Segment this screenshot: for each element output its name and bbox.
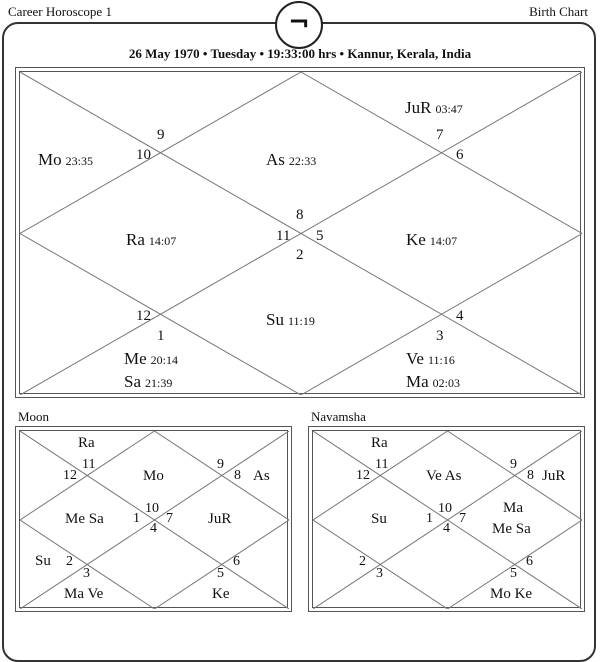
house-number: 12 — [356, 468, 370, 483]
moon-cell-su: Su — [35, 553, 51, 569]
house-number: 10 — [438, 501, 452, 516]
house-number: 11 — [375, 457, 389, 472]
planet-su: Su 11:19 — [266, 310, 315, 329]
house-number: 4 — [456, 308, 464, 324]
house-number: 10 — [136, 147, 151, 163]
house-number: 12 — [136, 308, 151, 324]
navamsha-chart-lines — [313, 431, 582, 609]
house-number: 7 — [459, 511, 466, 526]
logo-glyph: ¬ — [288, 8, 310, 38]
moon-cell-as: As — [253, 468, 270, 484]
moon-cell-mave: Ma Ve — [64, 586, 104, 602]
moon-cell-ra: Ra — [78, 435, 95, 451]
house-number: 12 — [63, 468, 77, 483]
moon-cell-mo: Mo — [143, 468, 164, 484]
page-title: Career Horoscope 1 — [8, 4, 112, 19]
house-number: 2 — [359, 554, 366, 569]
navamsha-cell-moke: Mo Ke — [490, 586, 533, 602]
main-chart — [19, 71, 581, 394]
house-number: 9 — [217, 457, 224, 472]
planet-ve: Ve 11:16 — [406, 349, 455, 368]
house-number: 3 — [436, 328, 444, 344]
house-number: 11 — [82, 457, 96, 472]
navamsha-cell-su: Su — [371, 511, 387, 527]
navamsha-cell-ma: Ma — [503, 500, 523, 516]
navamsha-cell-ra: Ra — [371, 435, 388, 451]
planet-mo: Mo 23:35 — [38, 150, 93, 169]
house-number: 4 — [150, 521, 157, 536]
logo-icon — [275, 1, 323, 49]
main-chart-lines — [20, 72, 582, 395]
house-number: 4 — [443, 521, 450, 536]
planet-sa: Sa 21:39 — [124, 372, 173, 391]
birth-details: 26 May 1970 • Tuesday • 19:33:00 hrs • Kannur, Kerala, India — [128, 46, 472, 61]
house-number: 8 — [527, 468, 534, 483]
moon-cell-mesa: Me Sa — [65, 511, 104, 527]
house-number: 2 — [66, 554, 73, 569]
house-number: 9 — [510, 457, 517, 472]
moon-chart — [19, 430, 288, 608]
house-number: 10 — [145, 501, 159, 516]
house-number: 6 — [526, 554, 533, 569]
house-number: 6 — [233, 554, 240, 569]
planet-jur: JuR 03:47 — [405, 98, 463, 117]
house-number: 1 — [133, 511, 140, 526]
house-number: 5 — [316, 228, 324, 244]
house-number: 5 — [217, 566, 224, 581]
moon-chart-label: Moon — [18, 409, 50, 424]
house-number: 8 — [296, 207, 304, 223]
planet-ke: Ke 14:07 — [406, 230, 458, 249]
chart-type-label: Birth Chart — [529, 4, 588, 19]
navamsha-chart-label: Navamsha — [311, 409, 366, 424]
house-number: 9 — [157, 127, 165, 143]
planet-ma: Ma 02:03 — [406, 372, 461, 391]
house-number: 1 — [426, 511, 433, 526]
planet-me: Me 20:14 — [124, 349, 179, 368]
navamsha-chart — [312, 430, 581, 608]
house-number: 3 — [83, 566, 90, 581]
navamsha-cell-jur: JuR — [542, 468, 566, 484]
moon-cell-jur: JuR — [208, 511, 232, 527]
house-number: 7 — [166, 511, 173, 526]
house-number: 1 — [157, 328, 165, 344]
moon-chart-lines — [20, 431, 289, 609]
planet-ra: Ra 14:07 — [126, 230, 177, 249]
navamsha-cell-veas: Ve As — [426, 468, 462, 484]
moon-cell-ke: Ke — [212, 586, 230, 602]
planet-as: As 22:33 — [266, 150, 317, 169]
house-number: 8 — [234, 468, 241, 483]
house-number: 11 — [276, 228, 291, 244]
house-number: 3 — [376, 566, 383, 581]
house-number: 6 — [456, 147, 464, 163]
house-number: 2 — [296, 247, 304, 263]
navamsha-cell-mesa: Me Sa — [492, 521, 531, 537]
house-number: 7 — [436, 127, 444, 143]
house-number: 5 — [510, 566, 517, 581]
